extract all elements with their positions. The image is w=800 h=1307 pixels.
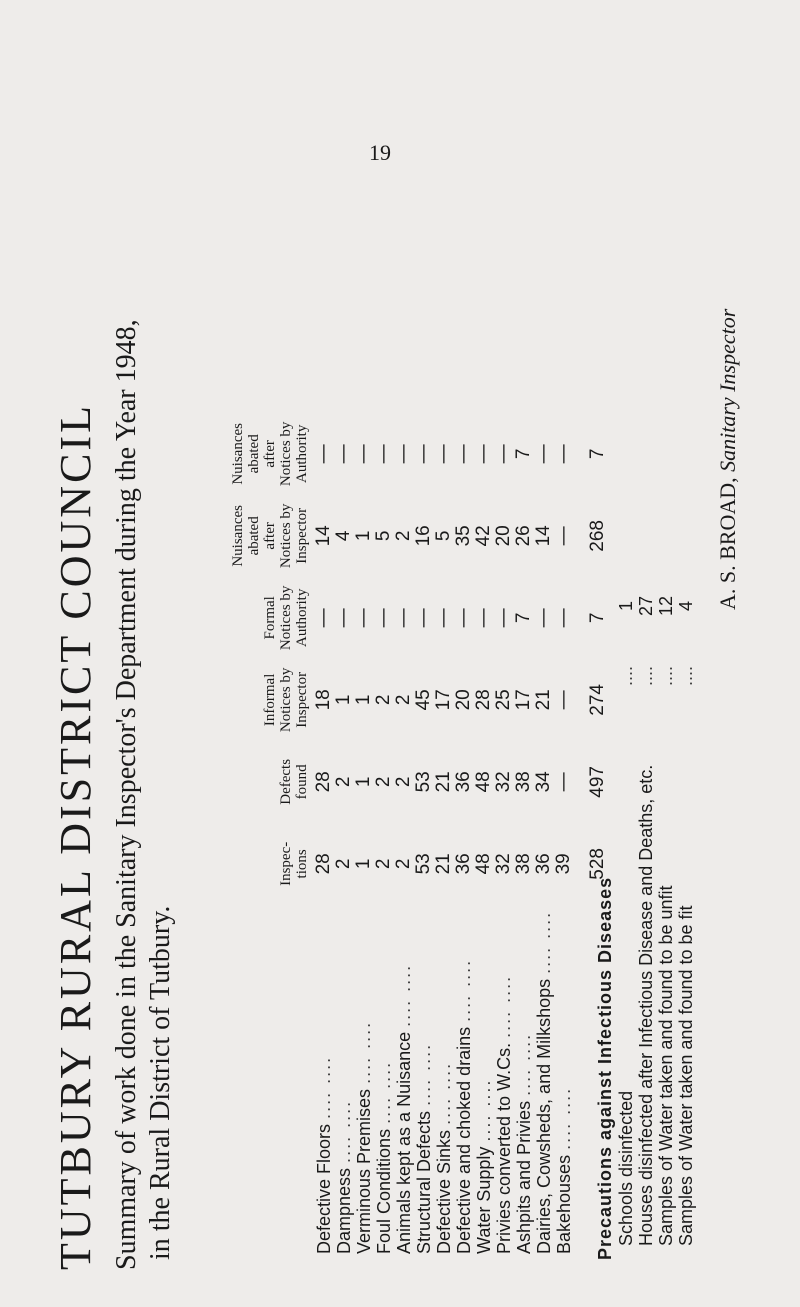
row-label	[454, 905, 474, 1260]
page-number: 19	[369, 140, 391, 165]
table-cell: —	[333, 608, 354, 628]
row-label	[414, 905, 434, 1260]
table-cell: —	[553, 690, 574, 710]
table-cell: —	[553, 526, 574, 546]
row-label	[354, 905, 374, 1260]
table-cell: 1	[333, 694, 354, 706]
table-cell: —	[433, 444, 454, 464]
header-inspections: Inspec-tions	[278, 841, 310, 886]
leader-dots: ....	[656, 665, 676, 686]
leader-dots: ....	[676, 665, 696, 686]
precaution-item	[676, 480, 696, 1260]
table-cell: 32	[493, 853, 514, 875]
table-cell: —	[533, 444, 554, 464]
table-cell: —	[353, 608, 374, 628]
table-cell: —	[393, 444, 414, 464]
row-label-text: Water Supply	[474, 1146, 494, 1254]
table-row	[394, 413, 414, 1260]
table-cell: 39	[553, 853, 574, 875]
rotated-report	[40, 90, 760, 1270]
table-cell: 5	[373, 530, 394, 542]
signature-name: A. S. BROAD,	[715, 477, 740, 610]
table-row	[354, 413, 374, 1260]
table-cell: —	[493, 444, 514, 464]
precautions-heading: Precautions against Infectious Diseases	[595, 876, 615, 1260]
leader-dots: ....	[636, 665, 656, 686]
table-cell: 2	[393, 694, 414, 706]
precaution-item	[656, 480, 676, 1260]
table-cell: —	[453, 444, 474, 464]
table-cell: —	[533, 608, 554, 628]
table-cell: 2	[333, 776, 354, 788]
table-cell: —	[453, 608, 474, 628]
row-label-text: Verminous Premises	[354, 1088, 374, 1254]
table-cell: 2	[393, 858, 414, 870]
precaution-label: Schools disinfected	[616, 1090, 636, 1246]
table-cell: —	[553, 772, 574, 792]
header-abated-inspector: Nuisances abated after Notices by Inspector	[230, 503, 310, 569]
table-cell: —	[413, 444, 434, 464]
table-cell: 53	[413, 853, 434, 875]
row-label	[534, 905, 554, 1260]
row-label-text: Dampness	[334, 1167, 354, 1254]
report-title: TUTBURY RURAL DISTRICT COUNCIL	[51, 403, 100, 1270]
table-cell: 45	[413, 689, 434, 711]
table-cell: 17	[513, 689, 534, 711]
leader-dots: .... ....	[354, 1020, 374, 1084]
table-cell: 18	[313, 689, 334, 711]
row-label-text: Privies converted to W.Cs.	[494, 1042, 514, 1254]
total-cell: 528	[587, 848, 608, 880]
precaution-value: 12	[656, 595, 676, 617]
leader-dots: .... ....	[414, 1042, 434, 1106]
signature	[715, 110, 741, 610]
table-cell: 20	[453, 689, 474, 711]
row-label-text: Animals kept as a Nuisance	[394, 1031, 414, 1254]
row-label-text: Defective Floors	[314, 1123, 334, 1254]
total-cell: 7	[587, 448, 608, 460]
table-row	[534, 413, 554, 1260]
table-cell: 2	[373, 776, 394, 788]
table-cell: 35	[453, 525, 474, 547]
table-cell: 2	[333, 858, 354, 870]
table-cell: —	[313, 608, 334, 628]
precaution-label: Samples of Water taken and found to be fit	[676, 905, 696, 1246]
table-cell: —	[333, 444, 354, 464]
precaution-item	[636, 480, 656, 1260]
leader-dots: .... ....	[514, 1032, 534, 1096]
row-label-text: Foul Conditions	[374, 1128, 394, 1254]
table-cell: —	[353, 444, 374, 464]
table-cell: 21	[533, 689, 554, 711]
table-cell: 7	[513, 612, 534, 624]
table-cell: 32	[493, 771, 514, 793]
leader-dots: .... ....	[334, 1099, 354, 1163]
table-cell: 5	[433, 530, 454, 542]
subtitle-line-1: Summary of work done in the Sanitary Inspector's Department during the Year 1948,	[111, 319, 142, 1270]
row-label-text: Ashpits and Privies	[514, 1100, 534, 1254]
leader-dots: .... ....	[494, 974, 514, 1038]
table-cell: 1	[353, 530, 374, 542]
table-cell: —	[553, 444, 574, 464]
table-cell: 36	[453, 853, 474, 875]
table-cell: 7	[513, 448, 534, 460]
table-cell: 20	[493, 525, 514, 547]
table-cell: 48	[473, 771, 494, 793]
table-cell: 42	[473, 525, 494, 547]
leader-dots: .... ....	[474, 1078, 494, 1142]
table-cell: 21	[433, 771, 454, 793]
leader-dots: .... ....	[434, 1061, 454, 1125]
table-row	[514, 413, 534, 1260]
row-label	[494, 905, 514, 1260]
table-cell: 2	[393, 530, 414, 542]
total-cell: 497	[587, 766, 608, 798]
leader-dots: .... ....	[314, 1055, 334, 1119]
header-defects-found: Defects found	[278, 758, 310, 805]
table-cell: 1	[353, 858, 374, 870]
table-cell: —	[433, 608, 454, 628]
table-cell: 38	[513, 771, 534, 793]
row-label	[474, 905, 494, 1260]
row-label-text: Bakehouses	[554, 1154, 574, 1254]
precaution-label: Samples of Water taken and found to be unfit	[656, 885, 676, 1246]
row-label-text: Defective and choked drains	[454, 1026, 474, 1254]
leader-dots: .... ....	[554, 1086, 574, 1150]
row-label-text: Defective Sinks	[434, 1129, 454, 1254]
table-cell: —	[313, 444, 334, 464]
leader-dots: .... ....	[374, 1060, 394, 1124]
table-row	[434, 413, 454, 1260]
leader-dots: .... ....	[454, 958, 474, 1022]
table-cell: 2	[393, 776, 414, 788]
table-cell: 14	[533, 525, 554, 547]
table-row	[414, 413, 434, 1260]
header-formal-notices: Formal Notices by Authority	[262, 585, 310, 651]
table-cell: 36	[453, 771, 474, 793]
table-cell: 16	[413, 525, 434, 547]
table-body	[314, 413, 608, 1260]
work-summary-table	[230, 413, 608, 1260]
table-cell: 28	[313, 771, 334, 793]
table-header-row	[230, 413, 314, 1260]
total-cell: 274	[587, 684, 608, 716]
precaution-value: 27	[636, 595, 656, 617]
header-abated-authority: Nuisances abated after Notices by Authority	[230, 421, 310, 487]
header-label	[230, 905, 314, 1260]
table-cell: —	[493, 608, 514, 628]
table-row	[314, 413, 334, 1260]
row-label-text: Dairies, Cowsheds, and Milkshops	[534, 978, 554, 1254]
table-cell: 26	[513, 525, 534, 547]
table-cell: 53	[413, 771, 434, 793]
precaution-label: Houses disinfected after Infectious Disease and Deaths, etc.	[636, 764, 656, 1246]
table-cell: 2	[373, 858, 394, 870]
table-cell: —	[413, 608, 434, 628]
row-label	[374, 905, 394, 1260]
table-cell: 48	[473, 853, 494, 875]
table-cell: 1	[353, 776, 374, 788]
table-row	[454, 413, 474, 1260]
precaution-item	[616, 480, 636, 1260]
row-label	[554, 905, 574, 1260]
row-label	[394, 905, 414, 1260]
table-cell: 17	[433, 689, 454, 711]
precaution-value: 4	[676, 601, 696, 612]
header-informal-notices: Informal Notices by Inspector	[262, 667, 310, 733]
table-cell: —	[553, 608, 574, 628]
row-label	[434, 905, 454, 1260]
leader-dots: .... ....	[534, 910, 554, 974]
table-cell: —	[373, 444, 394, 464]
signature-role: Sanitary Inspector	[715, 308, 740, 472]
precautions-list	[616, 480, 696, 1260]
row-label	[514, 905, 534, 1260]
table-cell: 25	[493, 689, 514, 711]
table-row	[494, 413, 514, 1260]
row-label	[334, 905, 354, 1260]
table-cell: 28	[473, 689, 494, 711]
precautions-section	[595, 480, 696, 1260]
total-cell: 7	[587, 612, 608, 624]
table-row	[554, 413, 574, 1260]
table-cell: —	[473, 608, 494, 628]
table-cell: 34	[533, 771, 554, 793]
total-cell: 268	[587, 520, 608, 552]
table-cell: —	[393, 608, 414, 628]
table-row	[474, 413, 494, 1260]
table-cell: —	[373, 608, 394, 628]
table-cell: 2	[373, 694, 394, 706]
leader-dots: ....	[616, 665, 636, 686]
table-cell: 28	[313, 853, 334, 875]
precaution-value: 1	[616, 601, 636, 612]
row-label	[314, 905, 334, 1260]
table-cell: 38	[513, 853, 534, 875]
table-cell: —	[473, 444, 494, 464]
table-cell: 36	[533, 853, 554, 875]
table-cell: 14	[313, 525, 334, 547]
table-row	[334, 413, 354, 1260]
report-subtitle	[110, 90, 178, 1270]
table-cell: 21	[433, 853, 454, 875]
leader-dots: .... ....	[394, 963, 414, 1027]
table-cell: 1	[353, 694, 374, 706]
subtitle-line-2: in the Rural District of Tutbury.	[145, 905, 176, 1260]
row-label-text: Structural Defects	[414, 1110, 434, 1254]
table-cell: 4	[333, 530, 354, 542]
table-row	[374, 413, 394, 1260]
